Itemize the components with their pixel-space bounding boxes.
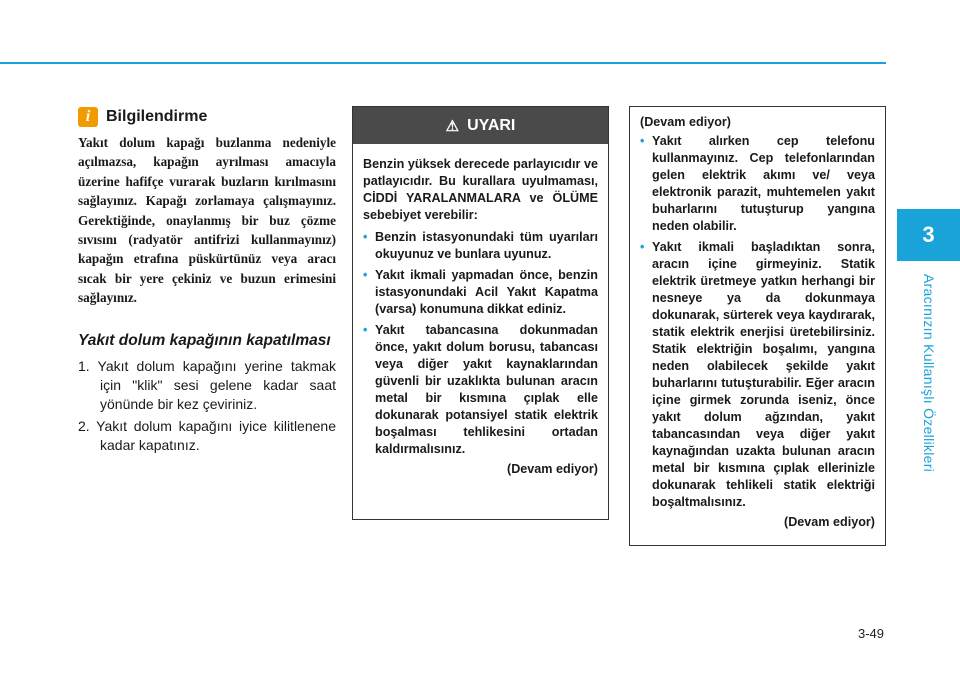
page-number: 3-49 [857, 626, 884, 641]
info-body: Yakıt dolum kapağı buzlanma nedeniyle açılmazsa, kapağın ayrılması amacıyla üzerine hafifçe vurarak buzların kırılmasını sağlayınız. Kapağı zorlamaya çalışmayınız. Gerektiğinde, onaylanmış bir buz çözme sıvısını (radyatör antifrizi kullanmayınız) kapağın etrafına püskürtünüz veya aracı sıcak bir yere çekiniz ve buzun erimesini sağlayınız. [78, 135, 336, 306]
closing-heading: Yakıt dolum kapağının kapatılması [78, 331, 331, 349]
continuation-continued: (Devam ediyor) [784, 515, 875, 529]
chapter-title-vertical [897, 265, 960, 480]
top-rule [0, 62, 886, 64]
chapter-number-tab: 3 [897, 209, 960, 261]
warning-header-label: UYARI [467, 116, 516, 134]
warning-triangle-icon: ⚠ [445, 117, 460, 135]
warning-bullets [363, 229, 598, 458]
warning-intro: Benzin yüksek derecede parlayıcıdır ve patlayıcıdır. Bu kurallara uyulmaması, CİDDİ YARALANMALARA ve ÖLÜME sebebiyet verebilir: [363, 157, 598, 222]
continuation-header: (Devam ediyor) [640, 115, 731, 129]
step-item: 2. Yakıt dolum kapağını iyice kilitlenene kadar kapatınız. [78, 417, 336, 454]
chapter-title-text: Aracınızın Kullanışlı Özellikleri [920, 273, 937, 472]
continuation-bullets [640, 133, 875, 511]
left-column [78, 107, 336, 458]
warning-bullet: • Yakıt ikmali yapmadan önce, benzin istasyonundaki Acil Yakıt Kapatma (varsa) konumuna dikkat ediniz. [363, 267, 598, 318]
warning-bullet: • Yakıt tabancasına dokunmadan önce, yakıt dolum borusu, tabancası veya diğer yakıt kaynaklarından güvenli bir uzaklıkta bulunan aracın metal bir kısmına çıplak elle dokunarak potansiyel statik elektrik boşalması tehlikesini ortadan kaldırmalısınız. [363, 322, 598, 458]
continuation-bullet: • Yakıt alırken cep telefonu kullanmayınız. Cep telefonlarından gelen elektrik akımı ve/ veya elektronik parazit, muhtemelen yakıt buharlarını tutuşturup yangına neden olabilir. [640, 133, 875, 235]
step-item: 1. Yakıt dolum kapağını yerine takmak için "klik" sesi gelene kadar saat yönünde bir kez çeviriniz. [78, 357, 336, 413]
info-title: Bilgilendirme [106, 108, 208, 125]
warning-continued: (Devam ediyor) [507, 462, 598, 476]
continuation-box [629, 106, 886, 546]
info-icon: i [78, 107, 98, 127]
warning-bullet: • Benzin istasyonundaki tüm uyarıları okuyunuz ve bunlara uyunuz. [363, 229, 598, 263]
closing-steps [78, 357, 336, 456]
info-heading [78, 107, 336, 127]
warning-header [353, 107, 608, 144]
warning-box [352, 106, 609, 520]
continuation-bullet: • Yakıt ikmali başladıktan sonra, aracın içine girmeyiniz. Statik elektrik üretmeye yatkın herhangi bir nesneye ya da dokunmaya dokunarak, sürterek veya kaydırarak, statik elektrik enerjisi üretebilirsiniz. Statik elektriğin boşalımı, yangına neden olabilecek şekilde yakıt buharlarını tutuşturabilir. Eğer aracın içine girmek zorunda iseniz, önce yakıt dolum ağzından, yakıt tabancasından veya diğer yakıt kaynağından uzakta bulunan aracın metal bir kısmına çıplak ellerinizle dokunarak tehlikeli statik elektriği boşaltmalısınız. [640, 239, 875, 511]
warning-content [353, 144, 608, 476]
